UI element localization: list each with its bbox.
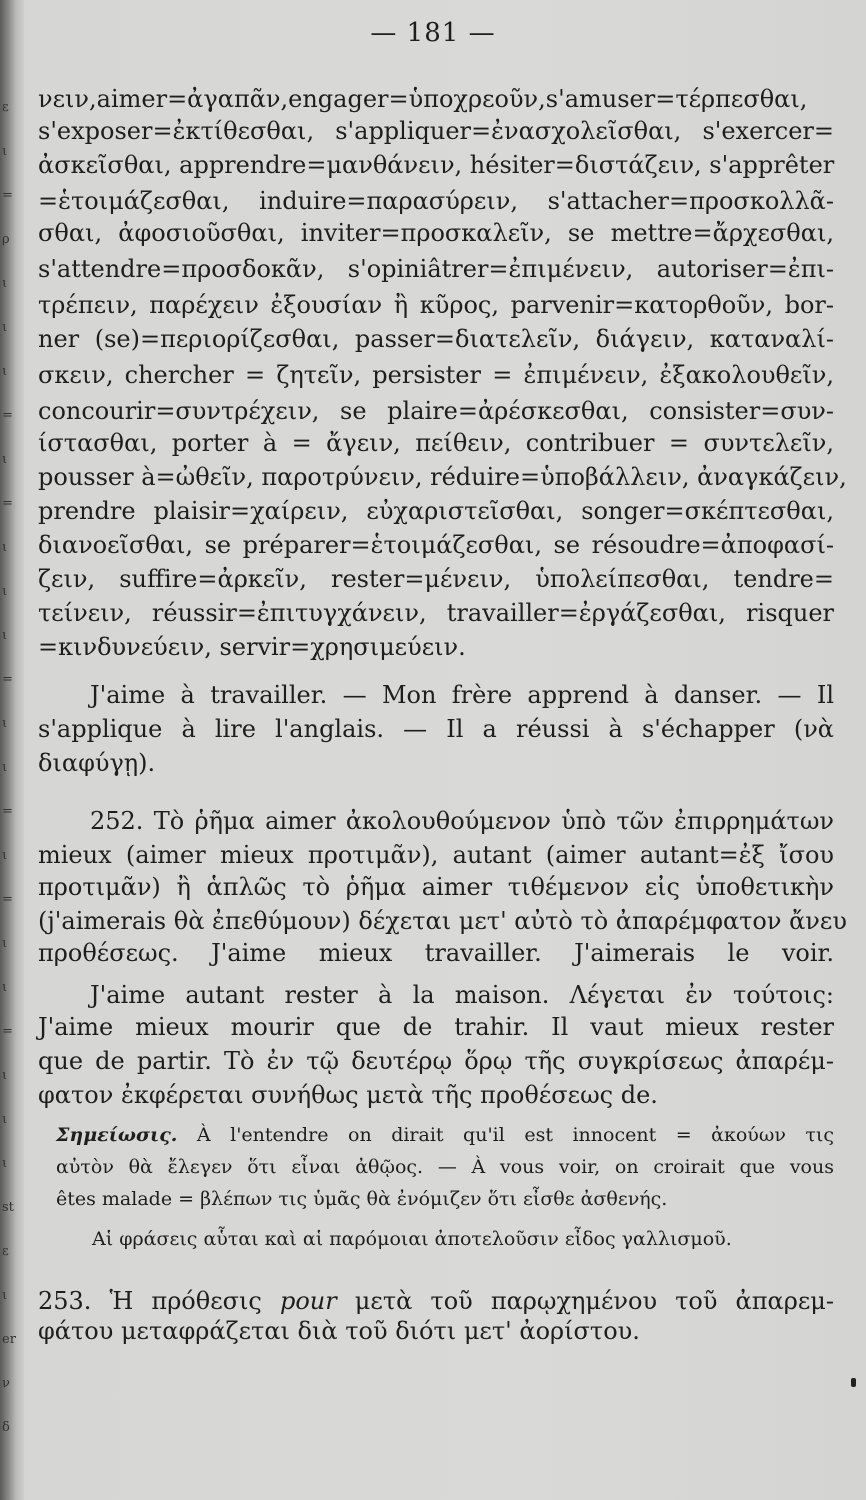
edge-mark: = (2, 672, 13, 687)
edge-mark: ι (2, 276, 8, 291)
body-line: prendre plaisir=χαίρειν, εὐχαριστεῖσθαι, songer=σκέπτεσθαι, (38, 497, 834, 525)
edge-mark: ι (2, 980, 8, 995)
body-line: mieux (aimer mieux προτιμᾶν), autant (aimer autant=ἐξ ἴσου (38, 841, 834, 869)
body-line: s'exposer=ἐκτίθεσθαι, s'appliquer=ἐνασχολεῖσθαι, s'exercer= (38, 117, 834, 145)
body-line: pousser à=ὠθεῖν, παροτρύνειν, réduire=ὑποβάλλειν, ἀναγκάζειν, (38, 463, 847, 491)
body-line: τείνειν, réussir=ἐπιτυγχάνειν, travailler=ἐργάζεσθαι, risquer (38, 599, 834, 627)
body-line: concourir=συντρέχειν, se plaire=ἀρέσκεσθαι, consister=συν- (38, 397, 834, 425)
edge-mark: ι (2, 1156, 8, 1171)
body-line: ίστασθαι, porter à = ἄγειν, πείθειν, contribuer = συντελεῖν, (38, 429, 834, 457)
body-line: σκειν, chercher = ζητεῖν, persister = ἐπιμένειν, ἐξακολουθεῖν, (38, 361, 834, 389)
edge-mark: st (2, 1200, 14, 1215)
edge-mark: ι (2, 1112, 8, 1127)
edge-mark: ι (2, 760, 8, 775)
edge-mark: = (2, 804, 13, 819)
body-line: (j'aimerais θὰ ἐπεθύμουν) δέχεται μετ' αὐτὸ τὸ ἀπαρέμφατον ἄνευ (38, 907, 847, 935)
body-line: J'aime à travailler. — Mon frère apprend à danser. — Il (90, 681, 834, 709)
edge-mark: ι (2, 540, 8, 555)
body-line: διανοεῖσθαι, se préparer=ἑτοιμάζεσθαι, se résoudre=ἀποφασί- (38, 531, 834, 559)
body-line: σθαι, ἀφοσιοῦσθαι, inviter=προσκαλεῖν, se mettre=ἄρχεσθαι, (38, 219, 834, 247)
body-line: προτιμᾶν) ἢ ἁπλῶς τὸ ῥῆμα aimer τιθέμενον εἰς ὑποθετικὴν (38, 873, 834, 901)
body-line: que de partir. Τὸ ἐν τῷ δευτέρῳ ὅρῳ τῆς συγκρίσεως ἀπαρέμ- (38, 1047, 834, 1075)
edge-mark: ι (2, 364, 8, 379)
edge-mark: = (2, 1024, 13, 1039)
section-253-start: 253. Ἡ πρόθεσις (38, 1287, 280, 1315)
body-line: =ἑτοιμάζεσθαι, induire=παρασύρειν, s'attacher=προσκολλᾶ- (38, 187, 834, 215)
ink-speck (851, 1378, 856, 1387)
note-label: Σημείωσις. (56, 1124, 178, 1146)
section-253-rest: μετὰ τοῦ παρῳχημένου τοῦ ἀπαρεμ- (336, 1287, 834, 1315)
body-line: s'applique à lire l'anglais. — Il a réussi à s'échapper (νὰ (38, 715, 834, 743)
body-line: J'aime mieux mourir que de trahir. Il vaut mieux rester (38, 1013, 834, 1041)
edge-mark: ι (2, 1068, 8, 1083)
body-line: νειν,aimer=ἀγαπᾶν,engager=ὑποχρεοῦν,s'amuser=τέρπεσθαι, (38, 85, 808, 113)
edge-mark: ι (2, 452, 8, 467)
book-spine-shadow (0, 0, 24, 1500)
edge-mark: ρ (2, 232, 10, 247)
edge-mark: ι (2, 628, 8, 643)
note-line: Αἱ φράσεις αὗται καὶ αἱ παρόμοιαι ἀποτελοῦσιν εἶδος γαλλισμοῦ. (92, 1228, 732, 1250)
edge-mark: ε (2, 1244, 9, 1259)
body-line: =κινδυνεύειν, servir=χρησιμεύειν. (38, 633, 466, 661)
note-line: αὐτὸν θὰ ἔλεγεν ὅτι εἶναι ἀθῷος. — À vous voir, on croirait que vous (56, 1156, 834, 1178)
body-line: διαφύγῃ). (38, 749, 156, 777)
body-line: ἀσκεῖσθαι, apprendre=μανθάνειν, hésiter=διστάζειν, s'apprêter (38, 151, 835, 179)
edge-mark: ι (2, 144, 8, 159)
section-253-line-1 (38, 1286, 834, 1316)
body-line: ζειν, suffire=ἀρκεῖν, rester=μένειν, ὑπολείπεσθαι, tendre= (38, 565, 834, 593)
edge-mark: ε (2, 100, 9, 115)
page-number: — 181 — (370, 18, 496, 48)
body-line: 252. Τὸ ῥῆμα aimer ἀκολουθούμενον ὑπὸ τῶν ἐπιρρημάτων (90, 807, 834, 835)
edge-mark: ι (2, 584, 8, 599)
edge-mark: ν (2, 1376, 10, 1391)
edge-mark: ι (2, 320, 8, 335)
edge-mark: = (2, 188, 13, 203)
edge-mark: = (2, 408, 13, 423)
edge-mark: er (2, 1332, 16, 1347)
note-first-text: À l'entendre on dirait qu'il est innocent = ἀκούων τις (177, 1124, 834, 1146)
note-line-first (56, 1122, 834, 1148)
body-line: ner (se)=περιορίζεσθαι, passer=διατελεῖν, διάγειν, καταναλί- (38, 325, 834, 353)
edge-mark: = (2, 496, 13, 511)
body-line: προθέσεως. J'aime mieux travailler. J'aimerais le voir. (38, 939, 834, 967)
edge-mark: ι (2, 716, 8, 731)
edge-mark: ι (2, 936, 8, 951)
body-line: s'attendre=προσδοκᾶν, s'opiniâtrer=ἐπιμένειν, autoriser=ἐπι- (38, 255, 834, 283)
edge-mark: = (2, 892, 13, 907)
body-line: φατον ἐκφέρεται συνήθως μετὰ τῆς προθέσεως de. (38, 1081, 658, 1109)
body-line: τρέπειν, παρέχειν ἐξουσίαν ἢ κῦρος, parvenir=κατορθοῦν, bor- (38, 291, 834, 319)
section-253-line-2: φάτου μεταφράζεται διὰ τοῦ διότι μετ' ἀορίστου. (38, 1317, 640, 1345)
edge-mark: ι (2, 848, 8, 863)
note-line: êtes malade = βλέπων τις ὑμᾶς θὰ ἐνόμιζεν ὅτι εἶσθε ἀσθενής. (56, 1188, 668, 1210)
edge-mark: δ (2, 1420, 10, 1435)
body-line: J'aime autant rester à la maison. Λέγεται ἐν τούτοις: (90, 981, 834, 1009)
edge-mark: ι (2, 1288, 8, 1303)
section-253-emph: pour (279, 1287, 337, 1315)
